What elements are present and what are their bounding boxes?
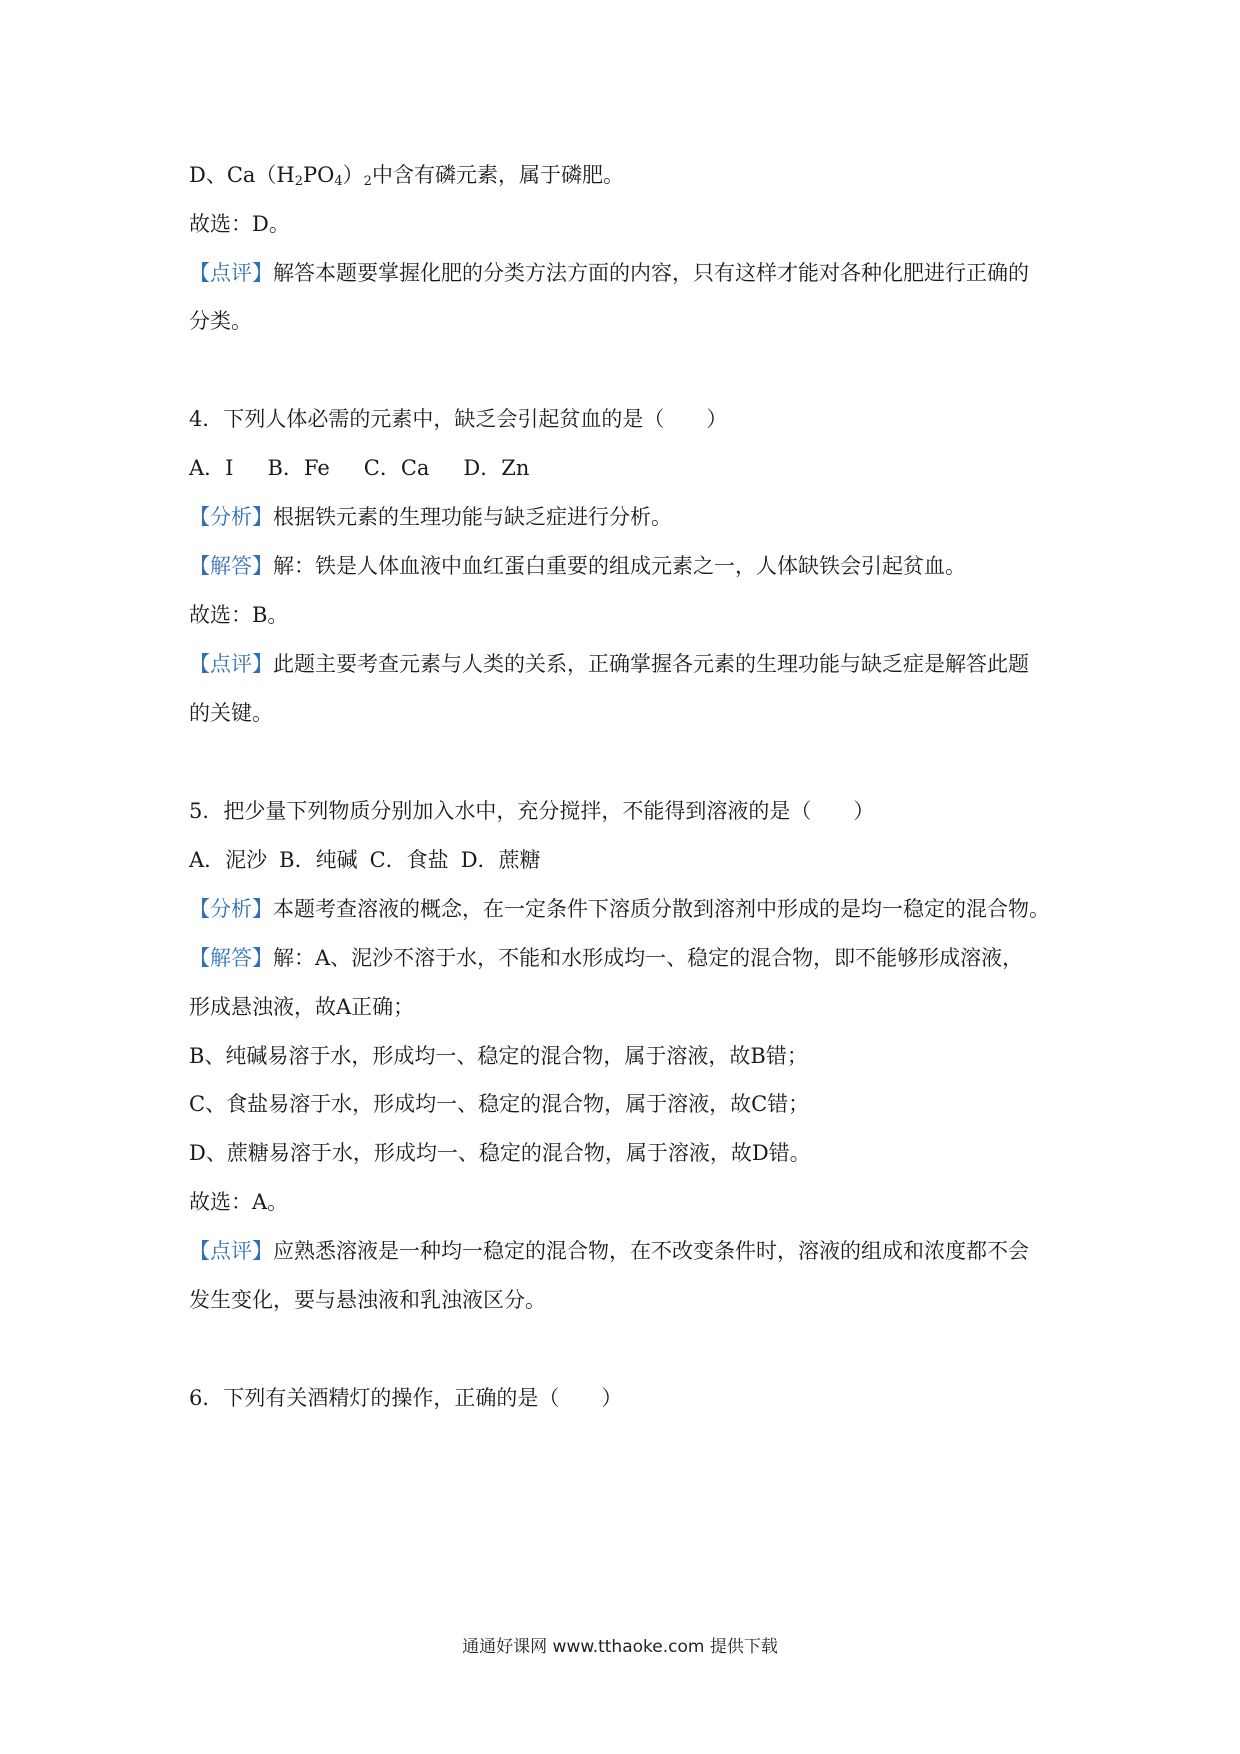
page-footer: 通通好课网 www.tthaoke.com 提供下载 <box>462 1637 778 1657</box>
q4-option-c: C．Ca <box>363 456 430 480</box>
q5-analysis: 【分析】本题考查溶液的概念，在一定条件下溶质分散到溶剂中形成的是均一稳定的混合物。 <box>189 897 1050 921</box>
q5-stem: 5．把少量下列物质分别加入水中，充分搅拌，不能得到溶液的是（ ） <box>189 799 875 823</box>
prev-comment-line1: 【点评】解答本题要掌握化肥的分类方法方面的内容，只有这样才能对各种化肥进行正确的 <box>189 261 1029 285</box>
q5-option-b: B．纯碱 <box>279 848 358 872</box>
q5-answer-line1: 【解答】解：A、泥沙不溶于水，不能和水形成均一、稳定的混合物，即不能够形成溶液， <box>189 946 1024 970</box>
q5-answer-line2: 形成悬浊液，故A正确； <box>189 995 415 1019</box>
q5-choice: 故选：A。 <box>189 1190 289 1214</box>
q4-answer: 【解答】解：铁是人体血液中血红蛋白重要的组成元素之一，人体缺铁会引起贫血。 <box>189 554 966 578</box>
q5-answer-line3: B、纯碱易溶于水，形成均一、稳定的混合物，属于溶液，故B错； <box>189 1044 808 1068</box>
q4-comment-line2: 的关键。 <box>189 701 273 725</box>
q5-comment-line1: 【点评】应熟悉溶液是一种均一稳定的混合物，在不改变条件时，溶液的组成和浓度都不会 <box>189 1239 1029 1263</box>
q6-stem: 6．下列有关酒精灯的操作，正确的是（ ） <box>189 1386 623 1410</box>
comment-tag: 【点评】 <box>189 652 273 676</box>
q5-option-c: C．食盐 <box>369 848 449 872</box>
q5-answer-line4: C、食盐易溶于水，形成均一、稳定的混合物，属于溶液，故C错； <box>189 1092 810 1116</box>
q4-stem: 4．下列人体必需的元素中，缺乏会引起贫血的是（ ） <box>189 407 728 431</box>
q4-option-d: D．Zn <box>463 456 530 480</box>
q4-choice: 故选：B。 <box>189 603 289 627</box>
q5-option-d: D．蔗糖 <box>460 848 541 872</box>
comment-tag: 【点评】 <box>189 261 273 285</box>
prev-option-d-explanation: D、$Ca(H_2PO_4)_2$中含有磷元素，属于磷肥。 <box>189 163 624 189</box>
prev-choice: 故选：D。 <box>189 212 290 236</box>
analysis-tag: 【分析】 <box>189 897 273 921</box>
comment-tag: 【点评】 <box>189 1239 273 1263</box>
answer-tag: 【解答】 <box>189 946 273 970</box>
answer-tag: 【解答】 <box>189 554 273 578</box>
q4-analysis: 【分析】根据铁元素的生理功能与缺乏症进行分析。 <box>189 505 672 529</box>
q4-options <box>189 453 1069 483</box>
q5-option-a: A．泥沙 <box>189 848 268 872</box>
q5-comment-line2: 发生变化，要与悬浊液和乳浊液区分。 <box>189 1288 546 1312</box>
q5-options <box>189 845 1069 875</box>
analysis-tag: 【分析】 <box>189 505 273 529</box>
prev-comment-line2: 分类。 <box>189 309 252 333</box>
q4-option-a: A．I <box>189 456 234 480</box>
q5-answer-line5: D、蔗糖易溶于水，形成均一、稳定的混合物，属于溶液，故D错。 <box>189 1141 811 1165</box>
q4-comment-line1: 【点评】此题主要考查元素与人类的关系，正确掌握各元素的生理功能与缺乏症是解答此题 <box>189 652 1029 676</box>
q4-option-b: B．Fe <box>267 456 330 480</box>
